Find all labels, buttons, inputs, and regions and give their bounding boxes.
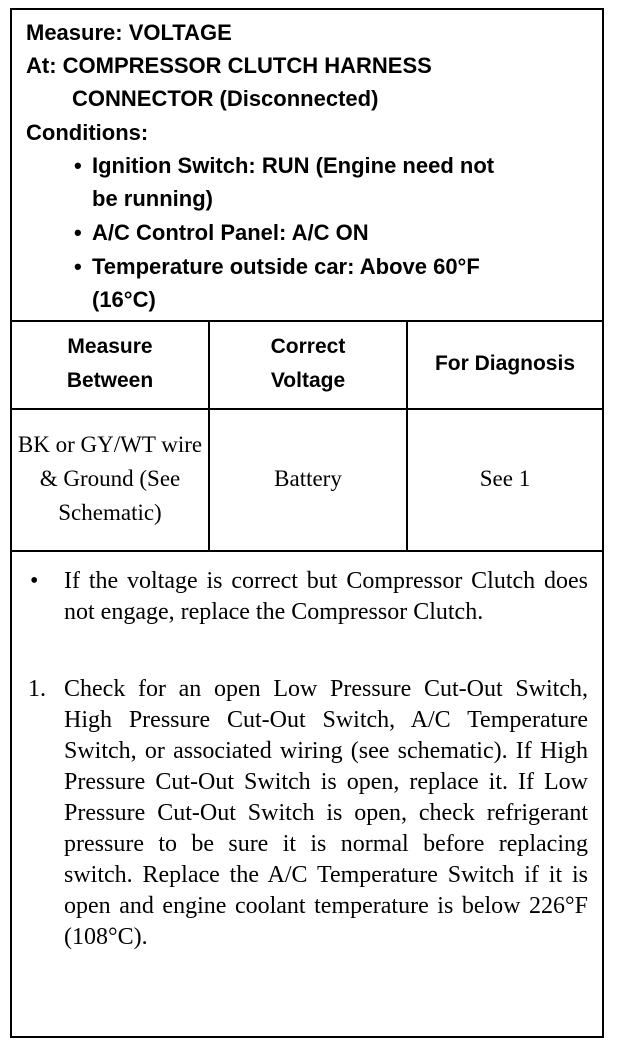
- note-bullet-text: If the voltage is correct but Compressor Clutch does not engage, replace the Compressor Clutch.: [64, 568, 588, 625]
- measure-line: Measure: VOLTAGE: [26, 20, 232, 45]
- header-for-diagnosis: For Diagnosis: [434, 352, 576, 375]
- header-correct-voltage: Correct Voltage: [210, 320, 408, 408]
- diagnosis-notes: [12, 550, 602, 1036]
- note-number: 1.: [28, 676, 46, 702]
- diagnostic-table: [10, 8, 604, 1038]
- table-row: [12, 408, 602, 552]
- condition-1-line-2: be running): [92, 186, 213, 211]
- header-measure-between: Measure Between: [12, 320, 210, 408]
- condition-1-line-1: Ignition Switch: RUN (Engine need not: [92, 153, 495, 178]
- cell-correct-voltage: Battery: [210, 408, 408, 550]
- test-conditions-header: [12, 10, 602, 322]
- condition-3-line-1: Temperature outside car: Above 60°F: [92, 254, 480, 279]
- at-line-1: At: COMPRESSOR CLUTCH HARNESS: [26, 53, 432, 78]
- at-line-2: CONNECTOR (Disconnected): [72, 86, 379, 111]
- condition-2-line-1: A/C Control Panel: A/C ON: [92, 220, 369, 245]
- condition-bullet-1: •: [74, 153, 82, 178]
- conditions-label: Conditions:: [26, 120, 149, 145]
- cell-measure-between: BK or GY/WT wire & Ground (See Schematic): [12, 408, 210, 550]
- note-numbered-text: Check for an open Low Pressure Cut-Out Switch, High Pressure Cut-Out Switch, A/C Temperature Switch, or associated wiring (see schematic). If High Pressure Cut-Out Switch is open, replace it. If Low Pressure Cut-Out Switch is open, check refrigerant pressure to be sure it is normal before replacing switch. Replace the A/C Temperature Switch if it is open and engine coolant temperature is below 226°F (108°C).: [64, 676, 588, 950]
- table-header-row: [12, 320, 602, 410]
- note-bullet: •: [30, 568, 39, 594]
- cell-for-diagnosis: See 1: [479, 466, 531, 491]
- condition-bullet-3: •: [74, 254, 82, 279]
- condition-3-line-2: (16°C): [92, 287, 156, 312]
- condition-bullet-2: •: [74, 220, 82, 245]
